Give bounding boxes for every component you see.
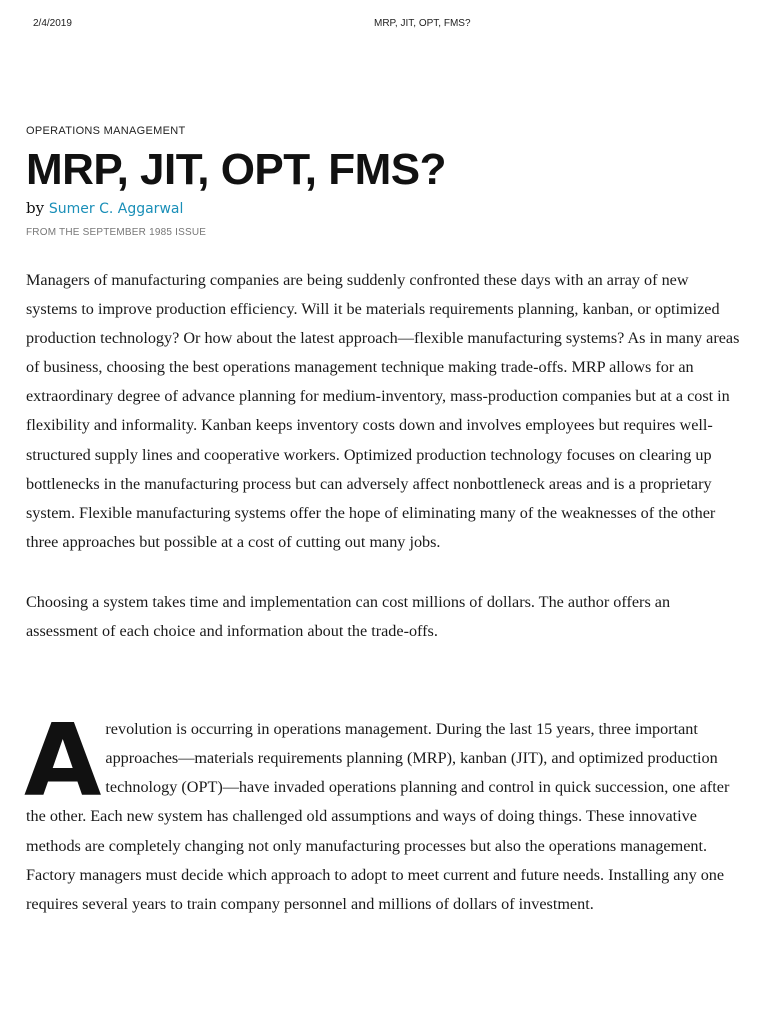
topic-label[interactable]: OPERATIONS MANAGEMENT: [26, 125, 186, 137]
print-header: [33, 18, 753, 32]
author-link[interactable]: Sumer C. Aggarwal: [48, 201, 184, 217]
byline-prefix: by: [26, 199, 45, 217]
drop-cap: A: [24, 702, 102, 820]
issue-label: FROM THE SEPTEMBER 1985 ISSUE: [26, 227, 207, 238]
lead-paragraph-text: revolution is occurring in operations management. During the last 15 years, three important approaches—materials requirements planning (MRP), kanban (JIT), and optimized production technology (OPT)—have invaded operations planning and control in quick succession, one after the other. Each new system has challenged old assumptions and ways of doing things. These innovative methods are completely changing not only manufacturing processes but also the operations management. Factory managers must decide which approach to adopt to meet current and future needs. Installing any one requires several years to train company personnel and millions of dollars of investment.: [26, 720, 730, 913]
byline: [26, 199, 742, 217]
article: [26, 125, 742, 919]
summary-paragraph: Choosing a system takes time and implementation can cost millions of dollars. The author offers an assessment of each choice and information about the trade-offs.: [26, 592, 671, 641]
lead-paragraph: [24, 702, 742, 919]
summary-paragraph: Managers of manufacturing companies are being suddenly confronted these days with an array of new systems to improve production efficiency. Will it be materials requirements planning, kanban, or optimized production technology? Or how about the latest approach—flexible manufacturing systems? As in many areas of business, choosing the best operations management technique making trade-offs. MRP allows for an extraordinary degree of advance planning for medium-inventory, mass-production companies but at a cost in flexibility and informality. Kanban keeps inventory costs down and involves employees but requires well-structured supply lines and cooperative workers. Optimized production technology focuses on clearing up bottlenecks in the manufacturing process but can adversely affect nonbottleneck areas and is a proprietary system. Flexible manufacturing systems offer the hope of eliminating many of the weaknesses of the other three approaches but possible at a cost of cutting out many jobs.: [26, 271, 740, 551]
headline: MRP, JIT, OPT, FMS?: [26, 145, 446, 194]
print-title: MRP, JIT, OPT, FMS?: [374, 18, 471, 29]
print-date: 2/4/2019: [33, 18, 72, 29]
